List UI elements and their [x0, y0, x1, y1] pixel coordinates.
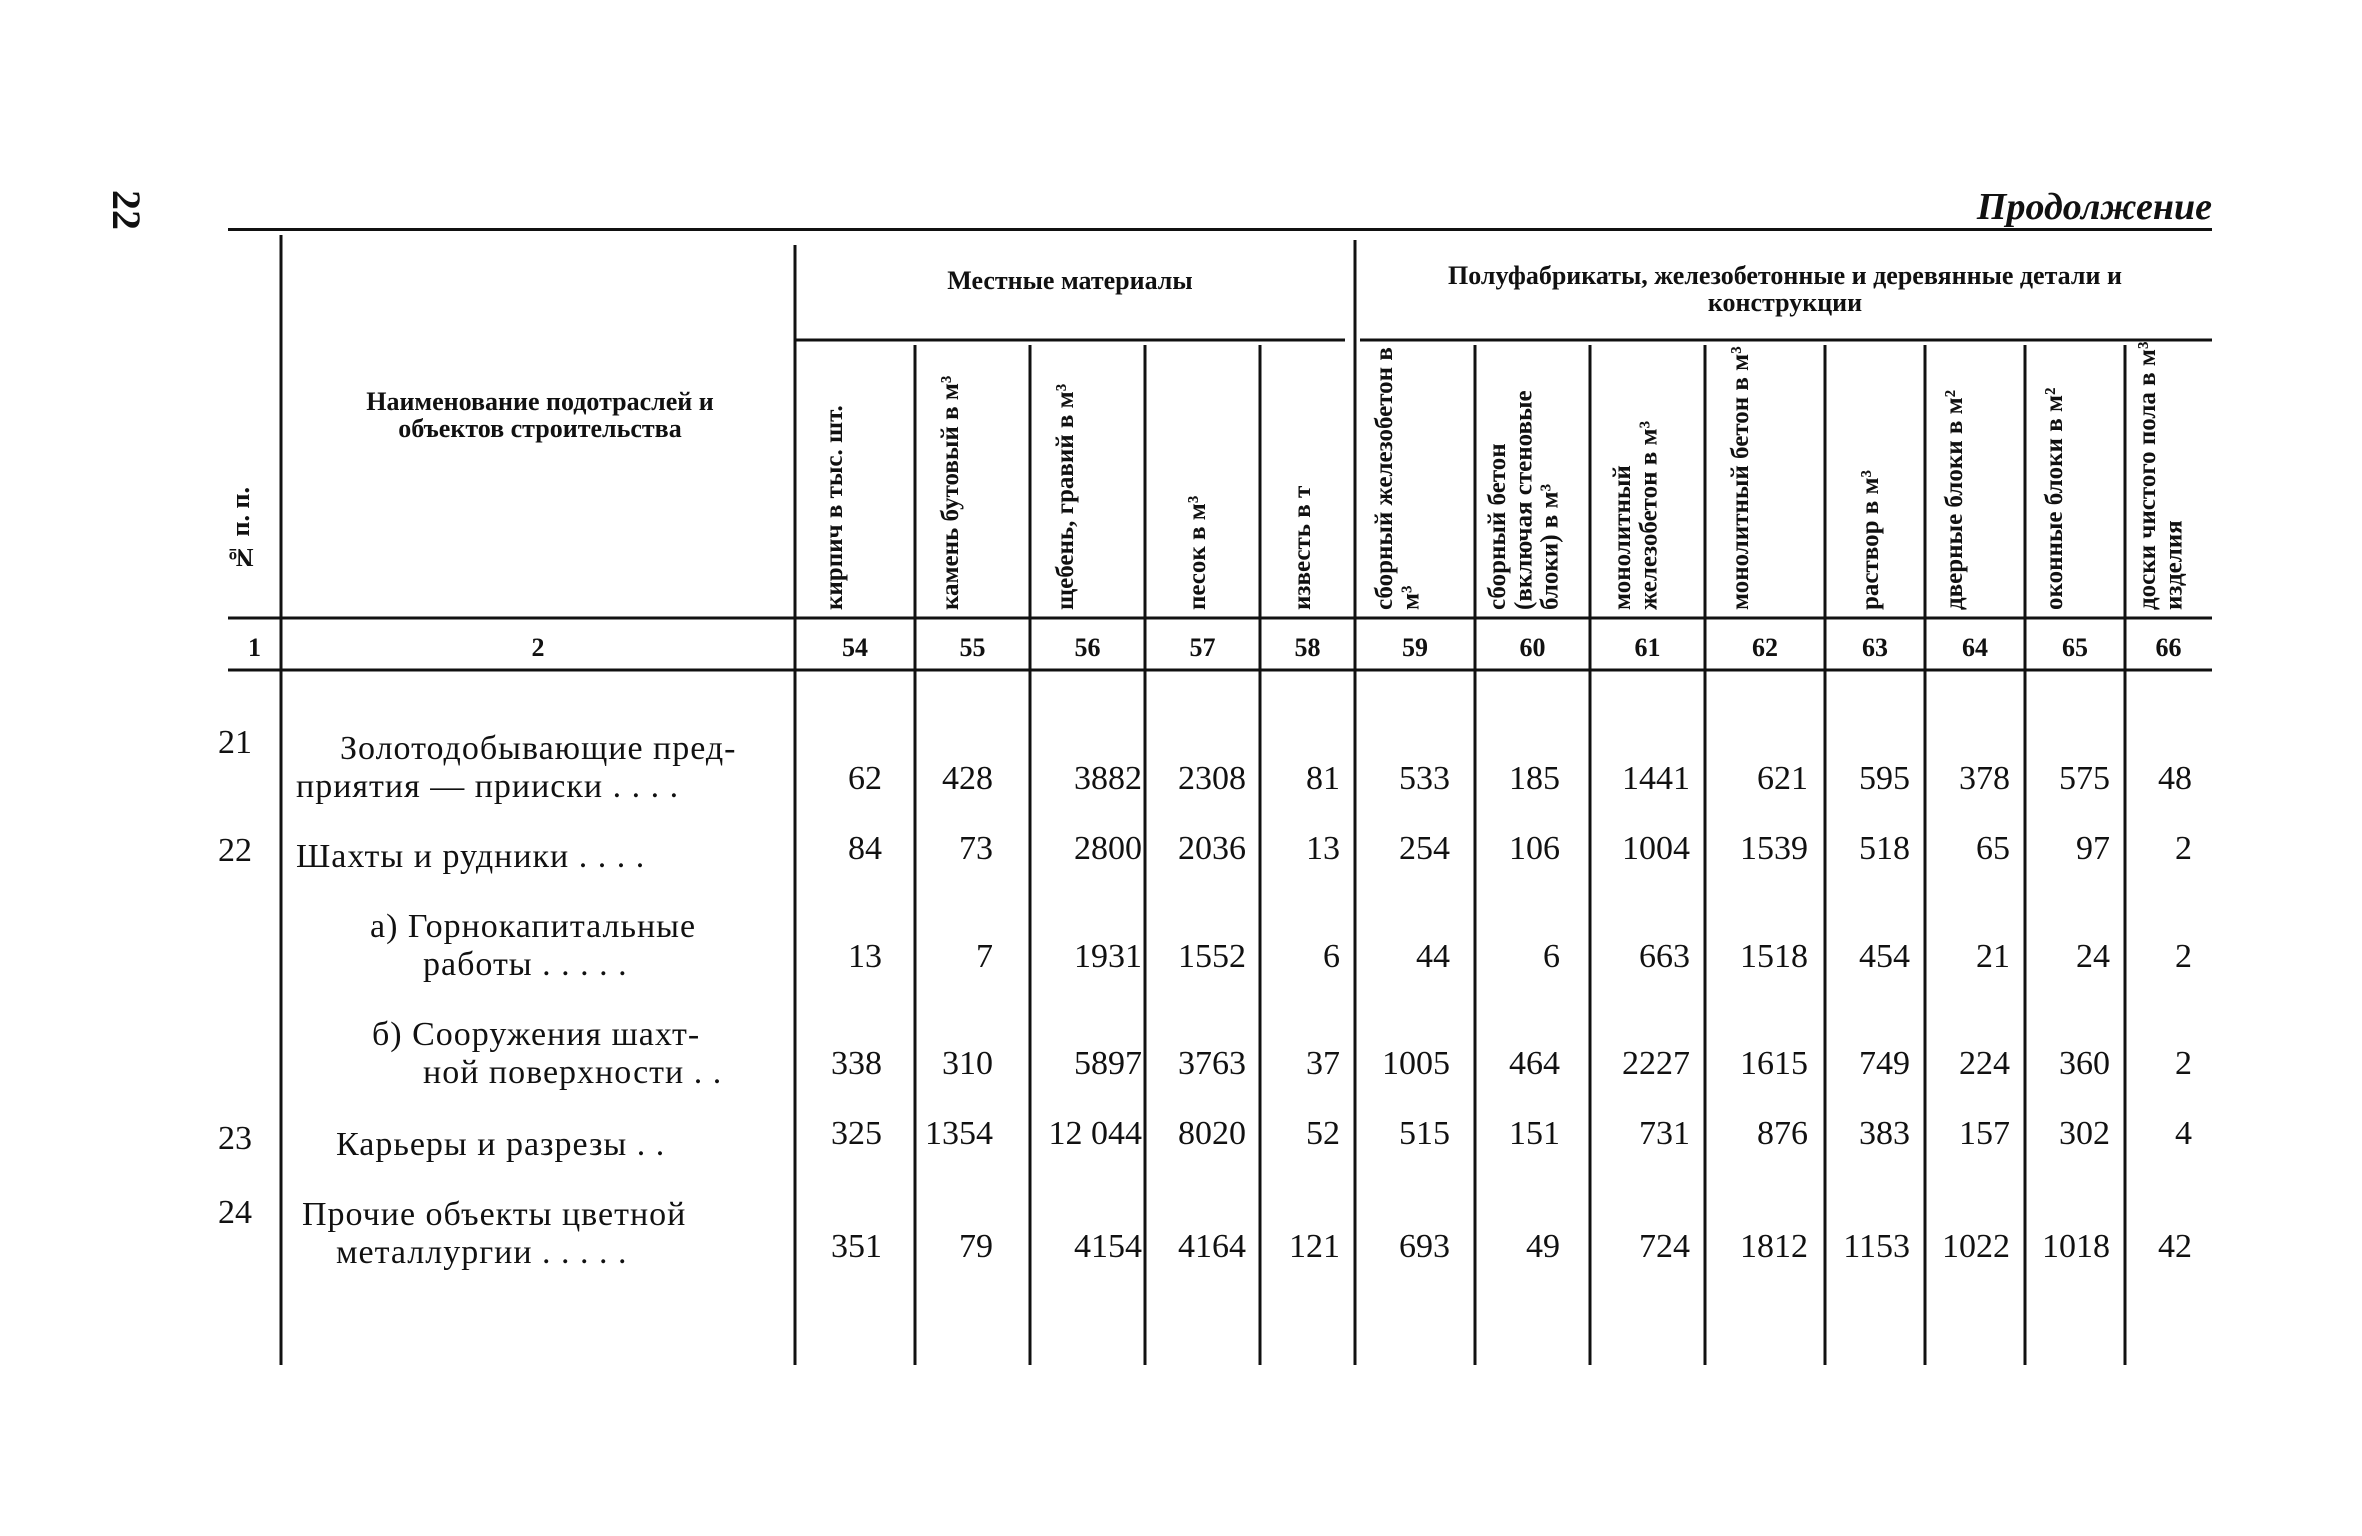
- table-cell: 24: [2076, 938, 2110, 975]
- row-name-line2: ной поверхности . .: [423, 1054, 723, 1091]
- table-cell: 65: [1976, 830, 2010, 867]
- colnum-63: 63: [1862, 633, 1888, 662]
- table-cell: 2036: [1178, 830, 1246, 867]
- table-cell: 1005: [1382, 1045, 1450, 1082]
- table-cell: 351: [831, 1228, 882, 1265]
- row-name-line1: Прочие объекты цветной: [302, 1196, 687, 1233]
- row-name-line2: работы . . . . .: [423, 946, 628, 983]
- table-cell: 1812: [1740, 1228, 1808, 1265]
- header-col-name: Наименование подотраслей и объектов строительства: [366, 387, 714, 444]
- row-name-line1: Золотодобывающие пред-: [340, 730, 737, 767]
- table-cell: 37: [1306, 1045, 1340, 1082]
- colnum-56: 56: [1074, 633, 1101, 662]
- table-cell: 731: [1639, 1115, 1690, 1152]
- colnum-61: 61: [1634, 633, 1661, 662]
- table-cell: 3763: [1178, 1045, 1246, 1082]
- table-cell: 595: [1859, 760, 1910, 797]
- row-number: 23: [218, 1120, 252, 1157]
- table-cell: 1022: [1942, 1228, 2010, 1265]
- table-cell: 302: [2059, 1115, 2110, 1152]
- header-crushed-stone: щебень, гравий в м³: [1052, 383, 1079, 610]
- table-cell: 52: [1306, 1115, 1340, 1152]
- table-cell: 48: [2158, 760, 2192, 797]
- row-number: 24: [218, 1194, 252, 1231]
- table-cell: 12 044: [1048, 1115, 1142, 1152]
- colnum-2: 2: [531, 633, 545, 662]
- table-cell: 724: [1639, 1228, 1690, 1265]
- table-cell: 2308: [1178, 760, 1246, 797]
- colnum-1: 1: [248, 633, 261, 662]
- header-monolithic-concrete: монолитный бетон в м³: [1727, 346, 1754, 610]
- header-lime: известь в т: [1289, 485, 1316, 610]
- colnum-57: 57: [1189, 633, 1216, 662]
- row-name-line2: металлургии . . . . .: [336, 1234, 628, 1271]
- header-precast-rc: сборный железобетон в м³: [1371, 347, 1425, 610]
- table-cell: 575: [2059, 760, 2110, 797]
- table-cell: 1354: [925, 1115, 993, 1152]
- table-cell: 13: [1306, 830, 1340, 867]
- table-cell: 42: [2158, 1228, 2192, 1265]
- table-cell: 515: [1399, 1115, 1450, 1152]
- table-cell: 1552: [1178, 938, 1246, 975]
- table-cell: 2227: [1622, 1045, 1690, 1082]
- table-cell: 1539: [1740, 830, 1808, 867]
- table-cell: 693: [1399, 1228, 1450, 1265]
- table-cell: 62: [848, 760, 882, 797]
- table-cell: 157: [1959, 1115, 2010, 1152]
- table-cell: 97: [2076, 830, 2110, 867]
- header-precast-concrete: сборный бетон (включая стеновые блоки) в м³: [1484, 390, 1564, 610]
- table-cell: 1518: [1740, 938, 1808, 975]
- table-cell: 663: [1639, 938, 1690, 975]
- table-cell: 224: [1959, 1045, 2010, 1082]
- table-cell: 151: [1509, 1115, 1560, 1152]
- header-mortar: раствор в м³: [1857, 469, 1884, 610]
- header-door-blocks: дверные блоки в м²: [1941, 389, 1968, 610]
- table-cell: 2: [2175, 938, 2192, 975]
- colnum-59: 59: [1402, 633, 1428, 662]
- table-cell: 310: [942, 1045, 993, 1082]
- table-cell: 876: [1757, 1115, 1808, 1152]
- colnum-54: 54: [842, 633, 868, 662]
- table-cell: 49: [1526, 1228, 1560, 1265]
- header-rubble-stone: камень бутовый в м³: [937, 375, 964, 610]
- table-cell: 383: [1859, 1115, 1910, 1152]
- table-cell: 4164: [1178, 1228, 1246, 1265]
- table-cell: 81: [1306, 760, 1340, 797]
- table-cell: 621: [1757, 760, 1808, 797]
- table-cell: 464: [1509, 1045, 1560, 1082]
- row-name-line1: а) Горнокапитальные: [370, 908, 697, 945]
- colnum-55: 55: [959, 633, 986, 662]
- table-cell: 3882: [1074, 760, 1142, 797]
- table-cell: 2: [2175, 1045, 2192, 1082]
- row-name-line2: приятия — прииски . . . .: [296, 768, 680, 805]
- row-number: 21: [218, 724, 252, 761]
- table-cell: 2800: [1074, 830, 1142, 867]
- table-cell: 428: [942, 760, 993, 797]
- table-cell: 6: [1323, 938, 1340, 975]
- colnum-60: 60: [1519, 633, 1546, 662]
- header-group-local: Местные материалы: [947, 266, 1193, 295]
- table-cell: 518: [1859, 830, 1910, 867]
- colnum-65: 65: [2062, 633, 2088, 662]
- table-cell: 338: [831, 1045, 882, 1082]
- table-cell: 254: [1399, 830, 1450, 867]
- table-cell: 73: [959, 830, 993, 867]
- table-cell: 1931: [1074, 938, 1142, 975]
- table-cell: 533: [1399, 760, 1450, 797]
- table-cell: 6: [1543, 938, 1560, 975]
- colnum-62: 62: [1752, 633, 1778, 662]
- colnum-66: 66: [2155, 633, 2182, 662]
- table-cell: 4154: [1074, 1228, 1142, 1265]
- table-cell: 749: [1859, 1045, 1910, 1082]
- table-cell: 8020: [1178, 1115, 1246, 1152]
- colnum-64: 64: [1962, 633, 1988, 662]
- table-cell: 21: [1976, 938, 2010, 975]
- table-cell: 325: [831, 1115, 882, 1152]
- header-monolithic-rc: монолитный железобетон в м³: [1609, 420, 1663, 610]
- row-name-line1: Шахты и рудники . . . .: [296, 838, 646, 875]
- table-cell: 121: [1289, 1228, 1340, 1265]
- row-name-line1: б) Сооружения шахт-: [372, 1016, 701, 1053]
- colnum-58: 58: [1294, 633, 1321, 662]
- table-cell: 360: [2059, 1045, 2110, 1082]
- table-cell: 84: [848, 830, 882, 867]
- page-number: 22: [104, 190, 149, 230]
- table-cell: 454: [1859, 938, 1910, 975]
- header-sand: песок в м³: [1184, 495, 1211, 610]
- table-cell: 44: [1416, 938, 1450, 975]
- header-col-num: № п. п.: [226, 487, 255, 573]
- table-cell: 1615: [1740, 1045, 1808, 1082]
- table-cell: 2: [2175, 830, 2192, 867]
- table-cell: 1018: [2042, 1228, 2110, 1265]
- row-name-line1: Карьеры и разрезы . .: [336, 1126, 666, 1163]
- table-cell: 79: [959, 1228, 993, 1265]
- table-cell: 4: [2175, 1115, 2192, 1152]
- header-group-semi: Полуфабрикаты, железобетонные и деревянные детали и конструкции: [1448, 261, 2122, 318]
- table-cell: 1441: [1622, 760, 1690, 797]
- table-cell: 13: [848, 938, 882, 975]
- header-bricks: кирпич в тыс. шт.: [821, 405, 848, 610]
- row-number: 22: [218, 832, 252, 869]
- table-cell: 1153: [1843, 1228, 1910, 1265]
- table-cell: 1004: [1622, 830, 1690, 867]
- header-floor-boards: доски чистого пола в м³ изделия: [2134, 341, 2188, 610]
- header-window-blocks: оконные блоки в м²: [2041, 387, 2068, 610]
- table-cell: 7: [976, 938, 993, 975]
- continuation-label: Продолжение: [1976, 186, 2212, 228]
- table-cell: 185: [1509, 760, 1560, 797]
- table-cell: 106: [1509, 830, 1560, 867]
- table-cell: 378: [1959, 760, 2010, 797]
- table-cell: 5897: [1074, 1045, 1142, 1082]
